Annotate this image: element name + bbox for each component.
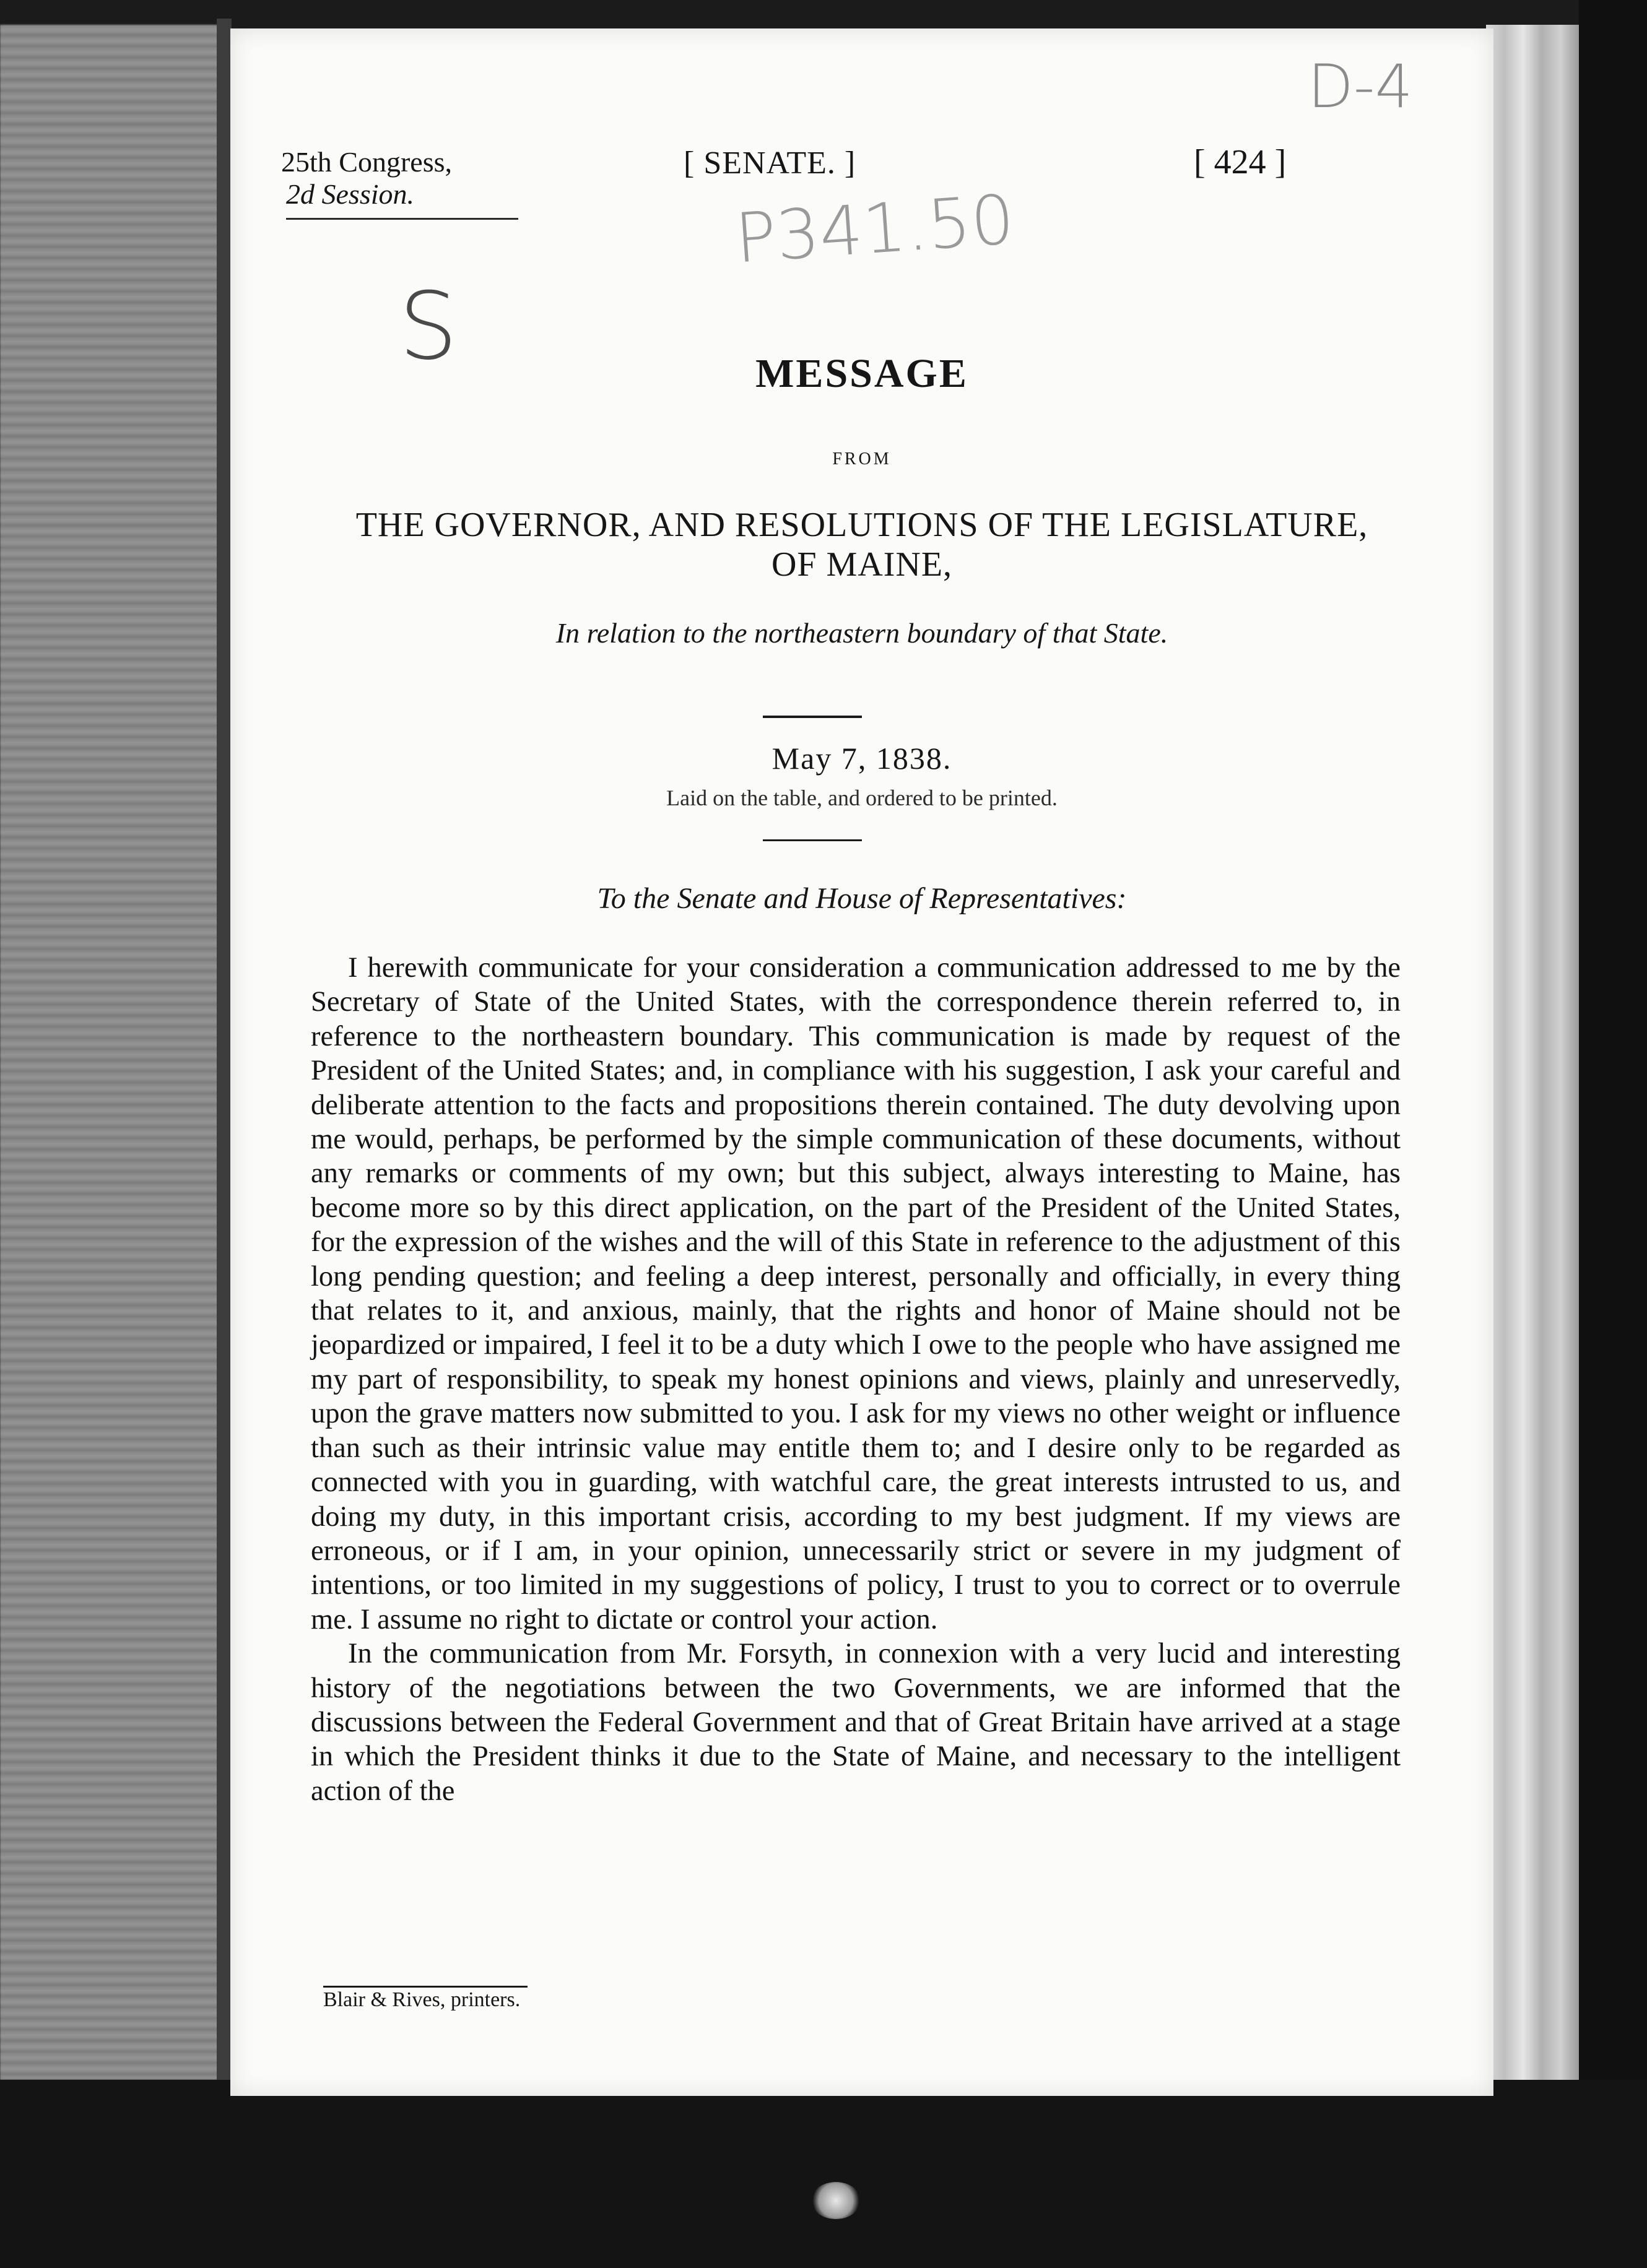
- salutation: To the Senate and House of Representatives:: [597, 882, 1127, 915]
- laid-on-table-note: Laid on the table, and ordered to be printed.: [666, 786, 1058, 810]
- previous-page-scan: [0, 25, 223, 2080]
- document-page: [230, 28, 1493, 2096]
- header-rule: [286, 218, 518, 220]
- divider-rule: [763, 716, 862, 718]
- session-label: 2d Session.: [286, 178, 414, 210]
- handwritten-call-number: P341.50: [732, 180, 1017, 279]
- subject-line-1: THE GOVERNOR, AND RESOLUTIONS OF THE LEGISLATURE,: [355, 506, 1368, 544]
- body-paragraph: I herewith communicate for your consideration a communication addressed to me by the Secretary of State of the United States, with the correspondence therein referred to, in reference to the northeastern boundary. This communication is made by request of the President of the United States; and, in compliance with his suggestion, I ask your careful and deliberate attention to the facts and propositions therein contained. The duty devolving upon me would, perhaps, be performed by the simple communication of these documents, without any remarks or comments of my own; but this subject, always interesting to Maine, has become more so by this direct application, on the part of the President of the United States, for the expression of the wishes and the will of this State in reference to the adjustment of this long pending question; and feeling a deep interest, personally and officially, in every thing that relates to it, and anxious, mainly, that the rights and honor of Maine should not be jeopardized or impaired, I feel it to be a duty which I owe to the people who have assigned me my part of responsibility, to speak my honest opinions and views, plainly and unreservedly, upon the grave matters now submitted to you. I ask for my views no other weight or influence than such as their intrinsic value may entitle them to; and I desire only to be regarded as connected with you in guarding, with watchful care, the great interests intrusted to us, and doing my duty, in this important crisis, according to my best judgment. If my views are erroneous, or if I am, in your opinion, unnecessarily strict or severe in my judgment of intentions, or too limited in my suggestions of policy, I trust to you to correct or to overrule me. I assume no right to dictate or control your action.: [311, 952, 1401, 1635]
- subject-heading: [230, 505, 1493, 584]
- printers-imprint: Blair & Rives, printers.: [323, 1988, 521, 2011]
- relation-subtitle: In relation to the northeastern boundary of that State.: [555, 617, 1168, 649]
- scan-border-bottom: [0, 2080, 1647, 2268]
- chamber-label: [ SENATE. ]: [684, 145, 856, 181]
- message-body: [311, 951, 1401, 1808]
- document-number: [ 424 ]: [1194, 143, 1287, 181]
- congress-header: [281, 146, 452, 210]
- page-gutter: [217, 19, 232, 2098]
- document-date: May 7, 1838.: [771, 741, 952, 776]
- divider-rule: [763, 839, 862, 841]
- scan-smudge: [811, 2182, 861, 2219]
- footer-rule: [323, 1986, 528, 1988]
- scan-border-right: [1579, 0, 1647, 2268]
- congress-label: 25th Congress,: [281, 146, 452, 178]
- subject-line-2: OF MAINE,: [771, 545, 953, 584]
- page-stack-edge: [1486, 25, 1579, 2086]
- handwritten-d-mark: D-4: [1308, 52, 1413, 121]
- from-label: FROM: [832, 449, 892, 469]
- handwritten-s-mark: S: [399, 273, 458, 381]
- body-paragraph: In the communication from Mr. Forsyth, in connexion with a very lucid and interesting history of the negotiations between the two Governments, we are informed that the discussions between the Federal Government and that of Great Britain have arrived at a stage in which the President thinks it due to the State of Maine, and necessary to the intelligent action of the: [311, 1638, 1401, 1807]
- document-title: MESSAGE: [755, 351, 968, 396]
